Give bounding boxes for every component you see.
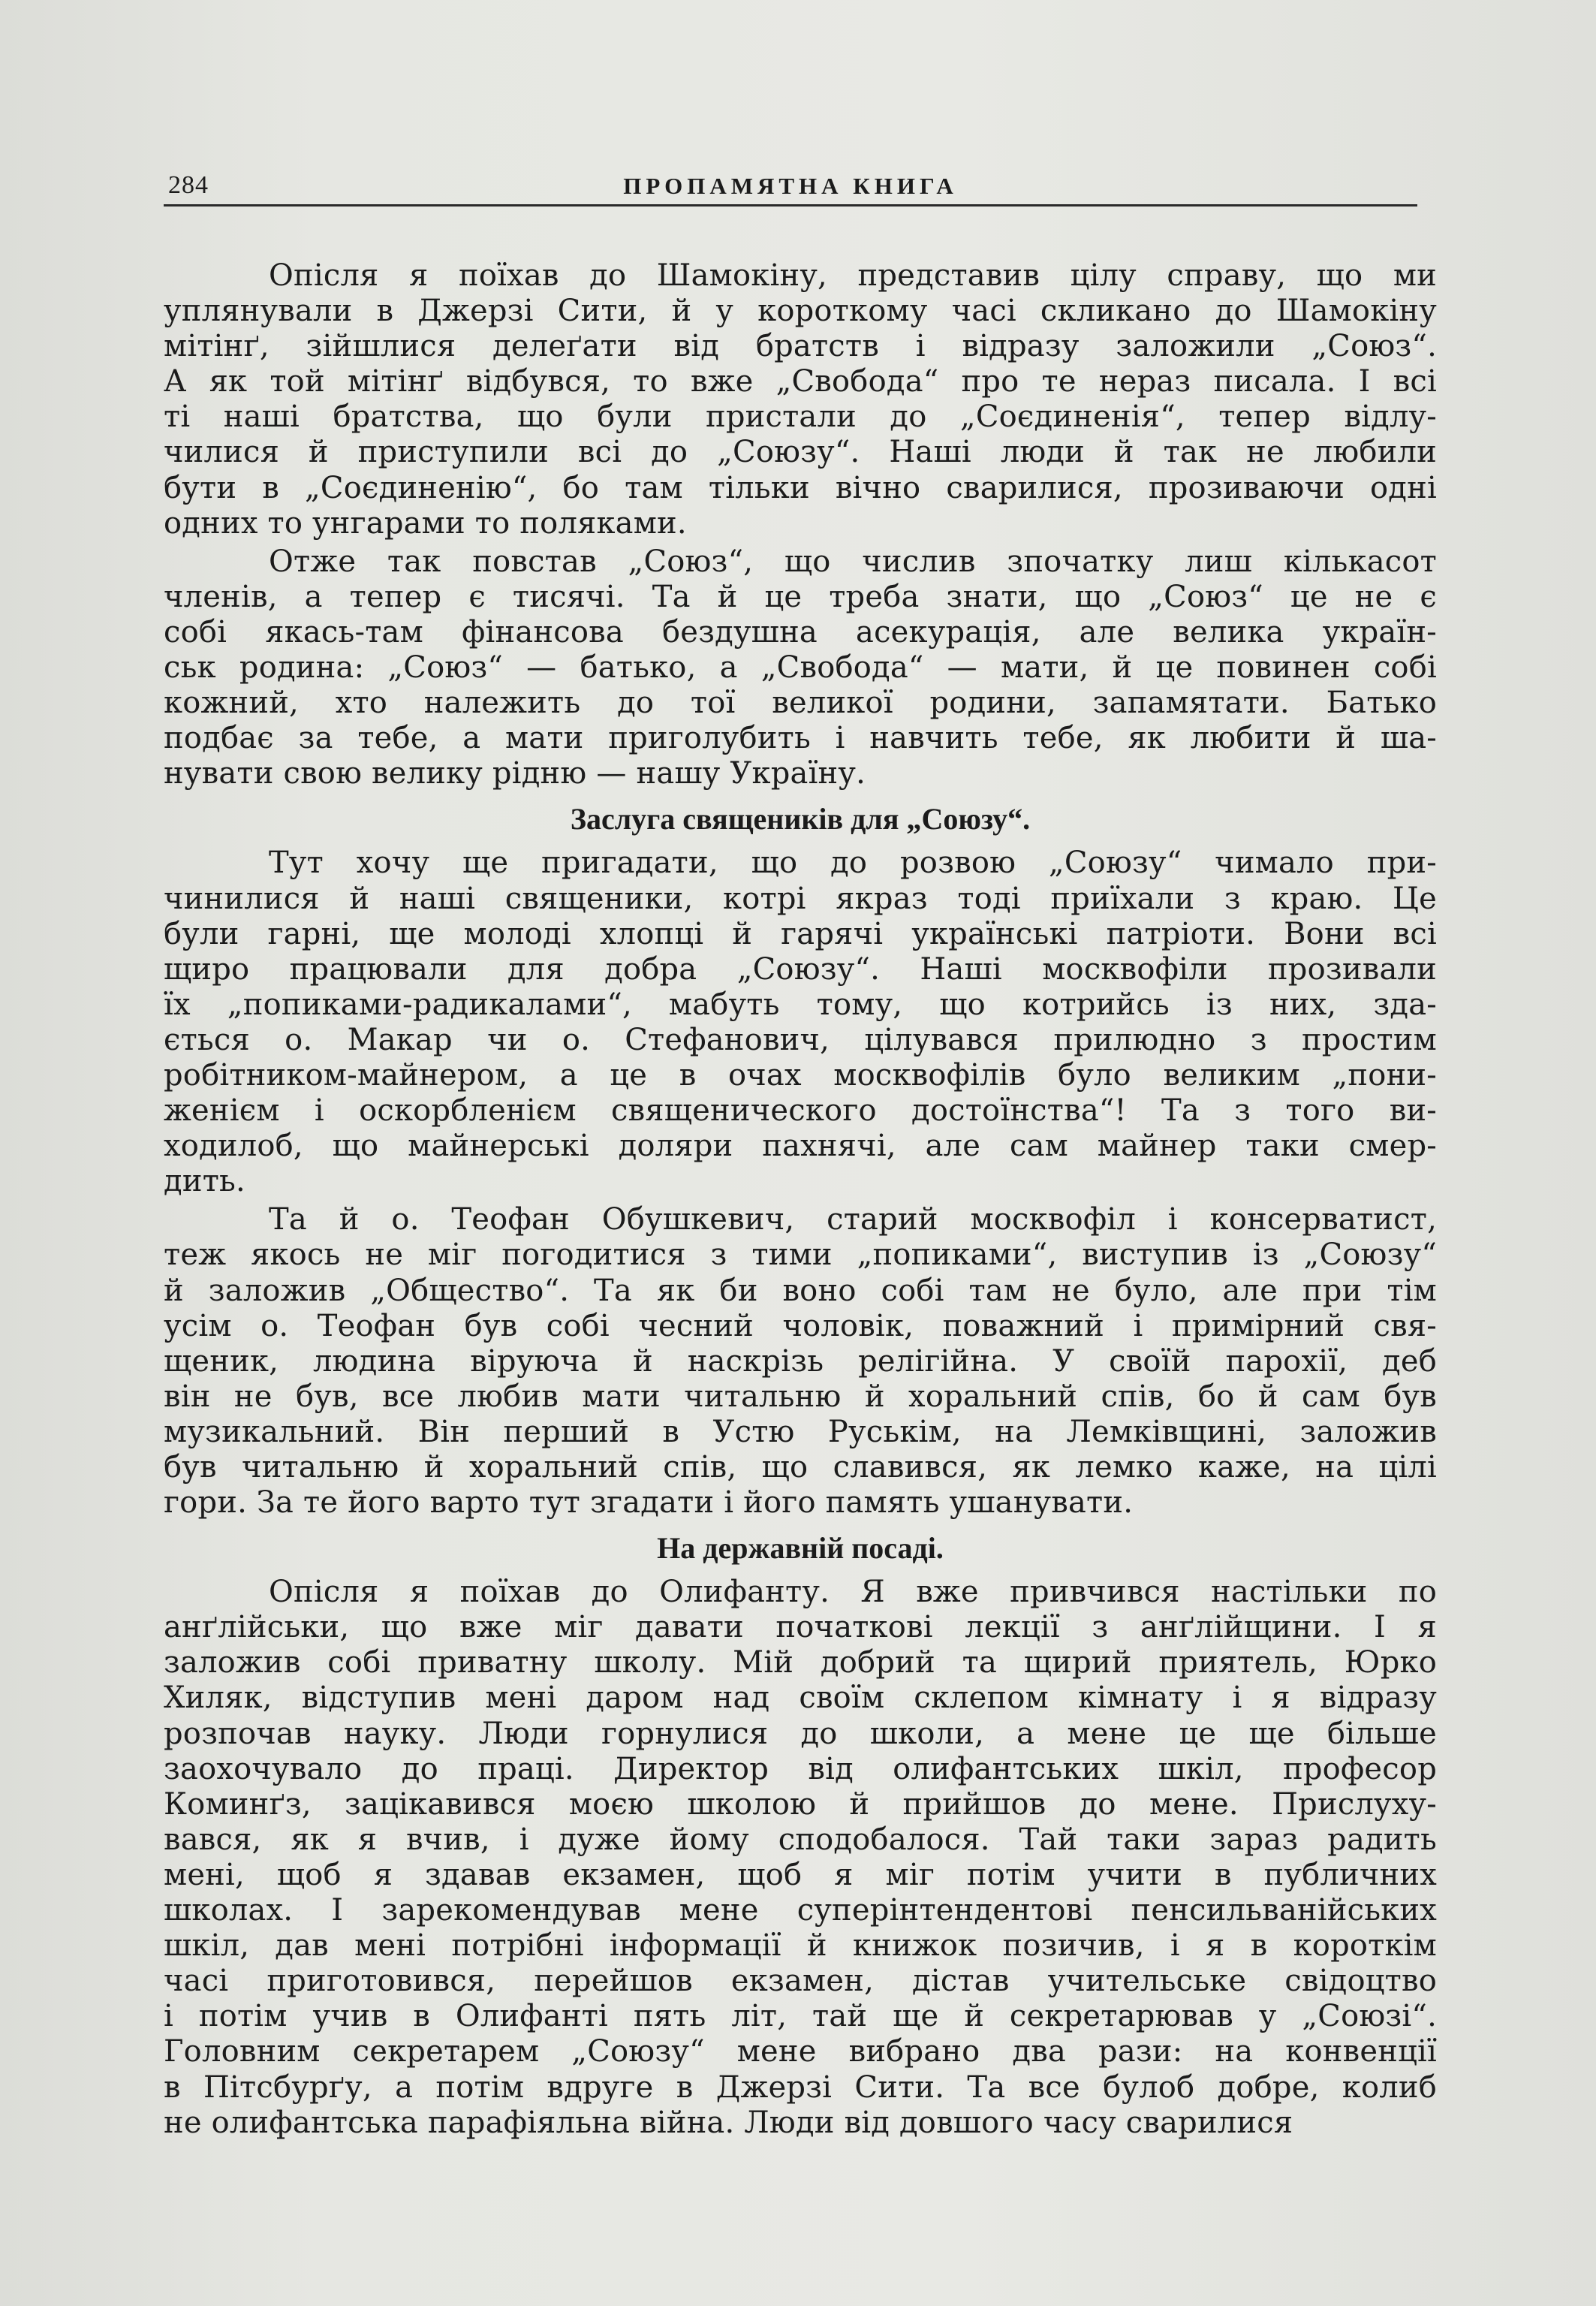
paragraph [164,258,1437,541]
text-line: уплянували в Джерзі Сити, й у короткому часі скликано до Шамокіну [164,294,1437,329]
text-line: бути в „Соєдиненію“, бо там тільки вічно сварилися, прозиваючи одні [164,470,1437,505]
text-line: вався, як я вчив, і дуже йому сподобалося. Тай таки зараз радить [164,1822,1437,1857]
text-line: щиро працювали для добра „Союзу“. Наші москвофіли прозивали [164,951,1437,987]
text-line: не олифантська парафіяльна війна. Люди від довшого часу сварилися [164,2105,1293,2140]
page-number: 284 [168,171,209,199]
text-line: в Пітсбурґу, а потім вдруге в Джерзі Сити. Та все булоб добре, колиб [164,2069,1437,2105]
paragraph [164,1575,1437,2141]
text-line: мітінґ, зійшлися делеґати від братств і відразу заложили „Союз“. [164,329,1437,364]
text-line: нувати свою велику рідню — нашу Україну. [164,756,866,791]
section-heading: На державній посаді. [657,1531,944,1566]
text-line: Опісля я поїхав до Олифанту. Я вже привчився настільки по [269,1575,1437,1610]
section-heading: Заслуга священиків для „Союзу“. [570,802,1031,836]
text-line: ходилоб, що майнерські доляри пахнячі, але сам майнер таки смер- [164,1129,1437,1164]
paragraph [164,1202,1437,1521]
text-line: їх „попиками-радикалами“, мабуть тому, що котрийсь із них, зда- [164,987,1437,1022]
paragraph [164,846,1437,1199]
text-line: кожний, хто належить до тої великої родини, запамятати. Батько [164,686,1437,721]
text-line: чилися й приступили всі до „Союзу“. Наші люди й так не любили [164,435,1437,470]
text-line: й заложив „Общество“. Та як би воно собі там не було, але при тім [164,1273,1437,1308]
text-line: був читальню й хоральний спів, що славився, як лемко каже, на цілі [164,1450,1437,1485]
text-line: музикальний. Він перший в Устю Руськім, на Лемківщині, заложив [164,1414,1437,1449]
text-line: розпочав науку. Люди горнулися до школи, а мене це ще більше [164,1716,1437,1751]
text-line: робітником-майнером, а це в очах москвофілів було великим „пони- [164,1057,1437,1093]
text-line: ті наші братства, що були пристали до „Соєдиненія“, тепер відлу- [164,399,1437,435]
text-line: дить. [164,1164,245,1199]
text-line: Опісля я поїхав до Шамокіну, представив цілу справу, що ми [269,258,1437,293]
text-line: він не був, все любив мати читальню й хоральний спів, бо й сам був [164,1379,1437,1414]
text-line: Коминґз, зацікавився моєю школою й прийшов до мене. Прислуху- [164,1786,1437,1822]
text-line: Хиляк, відступив мені даром над своїм склепом кімнату і я відразу [164,1681,1437,1716]
text-line: шкіл, дав мені потрібні інформації й книжок позичив, і я в короткім [164,1928,1437,1964]
text-line: Та й о. Теофан Обушкевич, старий москвофіл і консерватист, [269,1202,1437,1237]
text-line: і потім учив в Олифанті пять літ, тай ще й секретарював у „Союзі“. [164,1999,1437,2034]
text-line: женієм і оскорбленієм священического достоїнства“! Та з того ви- [164,1093,1437,1129]
text-line: А як той мітінґ відбувся, то вже „Свобода“ про те нераз писала. І всі [164,364,1437,399]
text-line: членів, а тепер є тисячі. Та й це треба знати, що „Союз“ це не є [164,579,1437,614]
text-line: Головним секретарем „Союзу“ мене вибрано два рази: на конвенції [164,2034,1437,2069]
text-line: були гарні, ще молоді хлопці й гарячі українські патріоти. Вони всі [164,916,1437,951]
paragraph [164,544,1437,792]
text-line: одних то унгарами то поляками. [164,505,687,541]
text-line: Тут хочу ще пригадати, що до розвою „Союзу“ чимало при- [269,846,1437,881]
text-line: гори. За те його варто тут згадати і його память ушанувати. [164,1485,1134,1521]
text-line: подбає за тебе, а мати приголубить і навчить тебе, як любити й ша- [164,721,1437,756]
text-line: Отже так повстав „Союз“, що числив зпочатку лиш кількасот [269,544,1437,579]
page-header [164,167,1417,206]
text-line: заложив собі приватну школу. Мій добрий та щирий приятель, Юрко [164,1645,1437,1681]
body-text [164,255,1437,2141]
text-line: собі якась-там фінансова бездушна асекурація, але велика україн- [164,614,1437,650]
text-line: чинилися й наші священики, котрі якраз тоді приїхали з краю. Це [164,881,1437,916]
text-line: щеник, людина віруюча й наскрізь релігійна. У своїй парохії, деб [164,1343,1437,1379]
text-line: мені, щоб я здавав екзамен, щоб я міг потім учити в публичних [164,1857,1437,1892]
text-line: усім о. Теофан був собі чесний чоловік, поважний і примірний свя- [164,1308,1437,1343]
running-head: ПРОПАМЯТНА КНИГА [623,173,958,199]
text-line: ськ родина: „Союз“ — батько, а „Свобода“ — мати, й це повинен собі [164,650,1437,686]
text-line: ється о. Макар чи о. Стефанович, цілувався прилюдно з простим [164,1022,1437,1057]
text-line: теж якось не міг погодитися з тими „попиками“, виступив із „Союзу“ [164,1237,1437,1273]
text-line: часі приготовився, перейшов екзамен, дістав учительське свідоцтво [164,1964,1437,1999]
text-line: анґлійськи, що вже міг давати початкові лекції з анґлійщини. І я [164,1610,1437,1645]
text-line: заохочувало до праці. Директор від олифантських шкіл, професор [164,1751,1437,1786]
text-line: школах. І зарекомендував мене суперінтендентові пенсильванійських [164,1893,1437,1928]
